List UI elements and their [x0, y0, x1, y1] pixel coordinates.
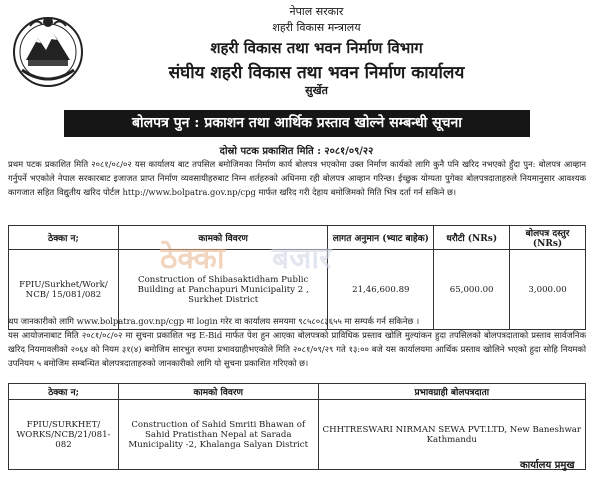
header-contract-no: ठेक्का न; [9, 384, 119, 400]
office-name: संघीय शहरी विकास तथा भवन निर्माण कार्यालय [168, 63, 465, 83]
ministry-name: शहरी विकास मन्त्रालय [272, 21, 361, 34]
table-header-row [9, 226, 586, 250]
office-location: सुर्खेत [305, 84, 328, 97]
watermark-part-2: बजार [272, 241, 332, 276]
cell-contract-no: FPIU/SURKHET/ WORKS/NCB/21/081- 082 [9, 400, 119, 470]
watermark-part-1: ठेक्का [160, 241, 225, 276]
cell-tender-fee: 3,000.00 [510, 250, 586, 330]
cell-work-description: Construction of Sahid Smriti Bhawan of Sahid Pratisthan Nepal at Sarada Municipality -2, Khalanga Salyan District [118, 400, 318, 470]
notice-paragraph-1: प्रथम पटक प्रकाशित मिति २०८१/०८/०२ यस कार्यालय बाट तपसिल बमोजिमका निर्माण कार्य बोलपत्र भएकोमा उक्त निर्माण कार्यको लागि कुनै पनि खरिद नभएको हुँदा पुन: बोलपत्र आव्हान गर्नुपर्ने भएकोले नेपाल सरकारबाट इजाजत प्राप्त निर्माण व्यवसायीहरुबाट निम्न शर्तहरुको अधिनमा रही बोलपत्र आव्हान गरिन्छ। ईच्छुक योग्यता पुगेका बोलपत्रदाताहरुले नियमानुसार आवश्यक कागजात सहित विद्युतीय खरिद पोर्टल http://www.bolpatra.gov.np/cpg मार्फत खरिद गरी देहाय बमोजिमको मिति भित्र दर्ता गर्न सकिने छ। [8, 159, 586, 198]
responsive-bidder-table [8, 383, 586, 470]
header-work-description: कामको विवरण [118, 226, 327, 250]
second-publication-date: दोस्रो पटक प्रकाशित मिति : २०८१/०९/२२ [219, 146, 374, 157]
cell-work-description: Construction of Shibasaktidham Public Building at Panchapuri Municipality 2 , Surkhet District [118, 250, 327, 330]
header-tender-fee: बोलपत्र दस्तुर (NRs) [510, 226, 586, 250]
notice-paragraph-3: यस आयोजनाबाट मिति २०८१/०८/०२ मा सुचना प्रकाशित भइ E-Bid मार्फत पेश हुन आएका बोलपत्रको प्राविधिक प्रस्ताव खोलि मुल्यांकन हुदा तपसिलको बोलपत्रदाताको प्रस्ताव सार्वजनिक खरिद नियमावलीको २०६४ को नियम ३१(४) बमोजिम सारभुत रुपमा प्रभावग्राहीभएकोले मिति २०८१/०९/२९ गते १३:०० बजे यस कार्यालयमा आर्थिक प्रस्ताव खोलिने भएको हुदा सोहि नियमको उपनियम ५ बमोजिम सम्बन्धित बोलपत्रदाताहरुको जानकारीको लागि यो सुचना प्रकाशित गरिएको छ। [8, 330, 586, 369]
cell-contract-no: FPIU/Surkhet/Work/ NCB/ 15/081/082 [9, 250, 119, 330]
header-cost-estimate: लागत अनुमान (भ्याट बाहेक) [328, 226, 434, 250]
notice-title: बोलपत्र पुन : प्रकाशन तथा आर्थिक प्रस्ताव खोल्ने सम्बन्धी सूचना [64, 110, 530, 137]
table-row [9, 400, 586, 470]
table-header-row [9, 384, 586, 400]
cell-deposit: 65,000.00 [434, 250, 510, 330]
cell-cost-estimate: 21,46,600.89 [328, 250, 434, 330]
header-work-description: कामको विवरण [118, 384, 318, 400]
government-name: नेपाल सरकार [289, 5, 344, 18]
notice-paragraph-2: थप जानकारीको लागि www.bolpatra.gov.np/cgp मा login गरेर वा कार्यालय समयमा ९८५८०८३६५५ मा सम्पर्क गर्न सकिनेछ । [8, 316, 420, 326]
header-contract-no: ठेक्का न; [9, 226, 119, 250]
office-head-signature: कार्यालय प्रमुख [520, 460, 575, 471]
department-name: शहरी विकास तथा भवन निर्माण विभाग [210, 39, 423, 57]
header-deposit: धरौटी (NRs) [434, 226, 510, 250]
cell-responsive-bidder: CHHTRESWARI NIRMAN SEWA PVT.LTD, New Baneshwar Kathmandu [318, 400, 585, 470]
header-responsive-bidder: प्रभावग्राही बोलपत्रदाता [318, 384, 585, 400]
